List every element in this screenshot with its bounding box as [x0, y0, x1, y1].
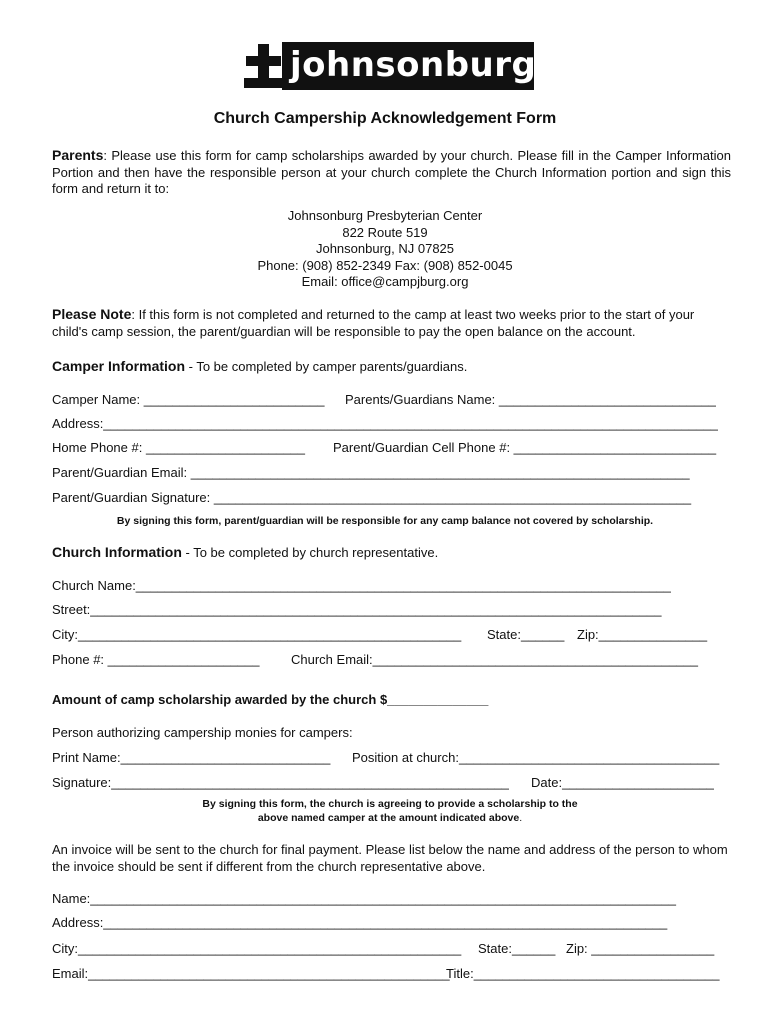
- church-phone-field[interactable]: Phone #: _____________________: [52, 652, 260, 667]
- invoice-paragraph: An invoice will be sent to the church for final payment. Please list below the name and address of the person to whom the invoice should be sent if different from the church representative above.: [52, 842, 728, 874]
- church-disclaimer-line-1: By signing this form, the church is agreeing to provide a scholarship to the: [202, 798, 578, 810]
- guardian-signature-field[interactable]: Parent/Guardian Signature: __________________________________________________________________: [52, 490, 692, 505]
- church-disclaimer-line-2: [0, 812, 770, 824]
- cross-bar: [246, 56, 281, 66]
- johnsonburg-logo: [244, 42, 537, 90]
- address-line-2: 822 Route 519: [342, 224, 428, 240]
- church-name-field[interactable]: Church Name:__________________________________________________________________________: [52, 578, 671, 593]
- invoice-zip-field[interactable]: Zip: _________________: [566, 941, 715, 956]
- church-heading-title: Church Information: [52, 544, 182, 560]
- intro-lead: Parents: [52, 147, 104, 163]
- invoice-state-field[interactable]: State:______: [478, 941, 556, 956]
- invoice-city-field[interactable]: City:_____________________________________________________: [52, 941, 462, 956]
- church-city-field[interactable]: City:_____________________________________________________: [52, 627, 462, 642]
- church-street-field[interactable]: Street:_______________________________________________________________________________: [52, 602, 662, 617]
- camper-heading-title: Camper Information: [52, 358, 186, 374]
- camper-address-field[interactable]: Address:_____________________________________________________________________________________: [52, 416, 718, 431]
- address-block: [0, 208, 770, 291]
- church-email-field[interactable]: Church Email:_____________________________________________: [291, 652, 698, 667]
- address-line-3: Johnsonburg, NJ 07825: [315, 241, 455, 256]
- church-signature-field[interactable]: Signature:_______________________________________________________: [52, 775, 509, 790]
- intro-paragraph: [52, 147, 731, 198]
- guardian-email-field[interactable]: Parent/Guardian Email: _____________________________________________________________________: [52, 465, 690, 480]
- position-field[interactable]: Position at church:____________________________________: [352, 750, 720, 765]
- church-heading: [52, 544, 438, 560]
- church-state-field[interactable]: State:______: [487, 627, 565, 642]
- cell-phone-field[interactable]: Parent/Guardian Cell Phone #: ____________________________: [333, 440, 717, 455]
- camper-heading-sub: - To be completed by camper parents/guardians.: [185, 359, 468, 374]
- church-disclaimer-text: above named camper at the amount indicated above: [257, 812, 520, 824]
- camper-heading: [52, 358, 467, 374]
- intro-text: : Please use this form for camp scholarships awarded by your church. Please fill in the Camper Information Portion and then have the responsible person at your church complete the Church Information portion and sign this form and return it to:: [52, 148, 731, 196]
- logo-text: johnsonburg: [290, 45, 537, 85]
- print-name-field[interactable]: Print Name:_____________________________: [52, 750, 331, 765]
- scholarship-amount-field[interactable]: Amount of camp scholarship awarded by the church $______________: [52, 692, 489, 707]
- church-heading-sub: - To be completed by church representative.: [181, 545, 439, 560]
- church-disclaimer-period: .: [519, 812, 523, 824]
- invoice-title-field[interactable]: Title:__________________________________: [446, 966, 720, 981]
- invoice-name-field[interactable]: Name:_________________________________________________________________________________: [52, 891, 676, 906]
- cross-base: [244, 78, 282, 88]
- parents-name-field[interactable]: Parents/Guardians Name: ______________________________: [345, 392, 716, 407]
- address-line-1: Johnsonburg Presbyterian Center: [287, 208, 483, 223]
- date-field[interactable]: Date:_____________________: [531, 775, 714, 790]
- note-paragraph: [52, 306, 731, 340]
- home-phone-field[interactable]: Home Phone #: ______________________: [52, 440, 306, 455]
- church-zip-field[interactable]: Zip:_______________: [577, 627, 708, 642]
- invoice-email-field[interactable]: Email:__________________________________________________: [52, 966, 450, 981]
- address-line-5: Email: office@campjburg.org: [301, 274, 469, 289]
- camper-disclaimer: By signing this form, parent/guardian will be responsible for any camp balance not covered by scholarship.: [116, 515, 654, 527]
- note-text: : If this form is not completed and returned to the camp at least two weeks prior to the start of your child's camp session, the parent/guardian will be responsible to pay the open balance on the account.: [52, 307, 695, 339]
- note-lead: Please Note: [52, 306, 132, 322]
- camper-name-field[interactable]: Camper Name: _________________________: [52, 392, 325, 407]
- page-title: Church Campership Acknowledgement Form: [213, 110, 557, 127]
- authorizing-label: Person authorizing campership monies for campers:: [52, 725, 353, 740]
- invoice-address-field[interactable]: Address:______________________________________________________________________________: [52, 915, 668, 930]
- address-line-4: Phone: (908) 852-2349 Fax: (908) 852-0045: [257, 257, 513, 273]
